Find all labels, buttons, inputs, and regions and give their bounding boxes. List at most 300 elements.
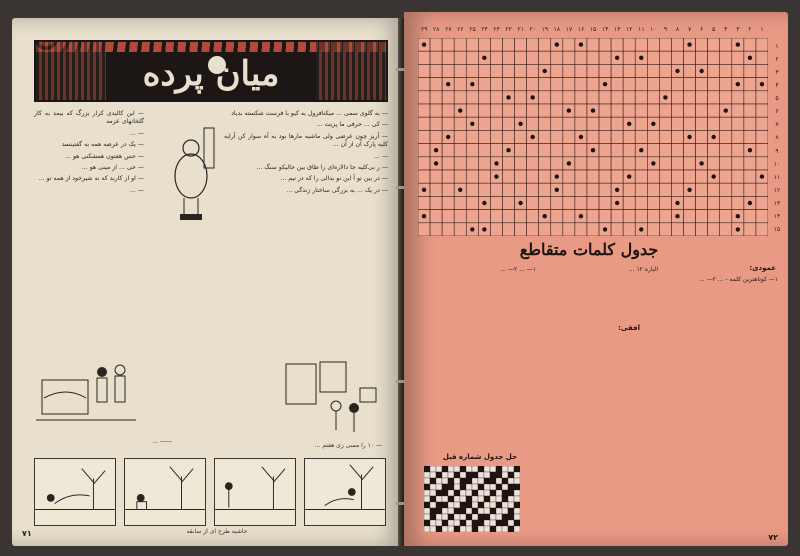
crossword-cell[interactable]	[647, 170, 659, 183]
crossword-cell[interactable]	[671, 104, 683, 117]
crossword-cell[interactable]	[720, 210, 732, 223]
crossword-cell[interactable]	[539, 196, 551, 209]
crossword-cell[interactable]	[611, 64, 623, 77]
crossword-cell[interactable]	[515, 144, 527, 157]
crossword-cell[interactable]	[454, 117, 466, 130]
crossword-cell[interactable]	[575, 157, 587, 170]
crossword-cell[interactable]	[635, 38, 647, 51]
crossword-cell[interactable]	[430, 210, 442, 223]
crossword-cell[interactable]	[502, 117, 514, 130]
crossword-cell[interactable]	[587, 183, 599, 196]
crossword-cell[interactable]	[418, 78, 430, 91]
crossword-cell[interactable]	[430, 130, 442, 143]
crossword-cell[interactable]	[527, 157, 539, 170]
crossword-cell[interactable]	[623, 38, 635, 51]
crossword-cell[interactable]	[623, 130, 635, 143]
crossword-cell[interactable]	[575, 91, 587, 104]
crossword-cell[interactable]	[671, 183, 683, 196]
crossword-cell[interactable]	[575, 78, 587, 91]
crossword-cell[interactable]	[599, 38, 611, 51]
crossword-cell[interactable]	[756, 117, 768, 130]
crossword-cell[interactable]	[539, 38, 551, 51]
crossword-cell[interactable]	[732, 104, 744, 117]
crossword-cell[interactable]	[696, 210, 708, 223]
crossword-cell[interactable]	[430, 91, 442, 104]
crossword-cell[interactable]	[442, 183, 454, 196]
crossword-cell[interactable]	[563, 51, 575, 64]
crossword-cell[interactable]	[575, 64, 587, 77]
crossword-cell[interactable]	[454, 170, 466, 183]
crossword-cell[interactable]	[647, 210, 659, 223]
crossword-cell[interactable]	[744, 183, 756, 196]
crossword-cell[interactable]	[756, 130, 768, 143]
crossword-cell[interactable]	[502, 210, 514, 223]
crossword-cell[interactable]	[732, 144, 744, 157]
crossword-cell[interactable]	[454, 51, 466, 64]
crossword-cell[interactable]	[478, 144, 490, 157]
crossword-cell[interactable]	[720, 117, 732, 130]
crossword-cell[interactable]	[430, 38, 442, 51]
crossword-cell[interactable]	[430, 117, 442, 130]
crossword-cell[interactable]	[490, 91, 502, 104]
crossword-cell[interactable]	[744, 117, 756, 130]
crossword-cell[interactable]	[671, 117, 683, 130]
crossword-cell[interactable]	[563, 183, 575, 196]
crossword-cell[interactable]	[684, 104, 696, 117]
crossword-cell[interactable]	[599, 210, 611, 223]
crossword-cell[interactable]	[659, 64, 671, 77]
crossword-cell[interactable]	[611, 91, 623, 104]
crossword-cell[interactable]	[418, 196, 430, 209]
crossword-cell[interactable]	[756, 157, 768, 170]
crossword-cell[interactable]	[478, 210, 490, 223]
crossword-cell[interactable]	[539, 183, 551, 196]
crossword-cell[interactable]	[466, 51, 478, 64]
crossword-cell[interactable]	[684, 196, 696, 209]
crossword-cell[interactable]	[551, 51, 563, 64]
crossword-cell[interactable]	[575, 104, 587, 117]
crossword-cell[interactable]	[635, 91, 647, 104]
crossword-cell[interactable]	[732, 91, 744, 104]
crossword-cell[interactable]	[563, 38, 575, 51]
crossword-cell[interactable]	[623, 157, 635, 170]
crossword-cell[interactable]	[708, 196, 720, 209]
crossword-cell[interactable]	[430, 170, 442, 183]
crossword-cell[interactable]	[659, 170, 671, 183]
crossword-cell[interactable]	[647, 78, 659, 91]
crossword-cell[interactable]	[623, 223, 635, 236]
crossword-cell[interactable]	[490, 183, 502, 196]
crossword-cell[interactable]	[587, 196, 599, 209]
crossword-cell[interactable]	[551, 78, 563, 91]
crossword-cell[interactable]	[696, 117, 708, 130]
crossword-cell[interactable]	[671, 157, 683, 170]
crossword-cell[interactable]	[756, 210, 768, 223]
crossword-cell[interactable]	[527, 183, 539, 196]
crossword-cell[interactable]	[599, 144, 611, 157]
crossword-cell[interactable]	[659, 223, 671, 236]
crossword-cell[interactable]	[720, 183, 732, 196]
crossword-cell[interactable]	[684, 170, 696, 183]
crossword-cell[interactable]	[647, 144, 659, 157]
crossword-cell[interactable]	[756, 64, 768, 77]
crossword-cell[interactable]	[587, 117, 599, 130]
crossword-cell[interactable]	[539, 130, 551, 143]
crossword-cell[interactable]	[623, 196, 635, 209]
crossword-cell[interactable]	[442, 51, 454, 64]
crossword-cell[interactable]	[466, 64, 478, 77]
crossword-cell[interactable]	[478, 157, 490, 170]
crossword-cell[interactable]	[490, 144, 502, 157]
crossword-cell[interactable]	[756, 104, 768, 117]
crossword-cell[interactable]	[502, 51, 514, 64]
crossword-cell[interactable]	[744, 210, 756, 223]
crossword-cell[interactable]	[587, 170, 599, 183]
crossword-cell[interactable]	[659, 78, 671, 91]
crossword-cell[interactable]	[502, 196, 514, 209]
crossword-cell[interactable]	[442, 157, 454, 170]
crossword-cell[interactable]	[430, 183, 442, 196]
crossword-cell[interactable]	[732, 183, 744, 196]
crossword-cell[interactable]	[515, 104, 527, 117]
crossword-cell[interactable]	[647, 38, 659, 51]
crossword-cell[interactable]	[587, 91, 599, 104]
crossword-cell[interactable]	[478, 117, 490, 130]
crossword-cell[interactable]	[611, 210, 623, 223]
crossword-cell[interactable]	[418, 51, 430, 64]
crossword-cell[interactable]	[635, 104, 647, 117]
crossword-cell[interactable]	[720, 144, 732, 157]
crossword-cell[interactable]	[563, 144, 575, 157]
crossword-cell[interactable]	[744, 104, 756, 117]
crossword-cell[interactable]	[454, 210, 466, 223]
crossword-cell[interactable]	[647, 91, 659, 104]
crossword-cell[interactable]	[732, 170, 744, 183]
crossword-cell[interactable]	[659, 130, 671, 143]
crossword-cell[interactable]	[599, 117, 611, 130]
crossword-cell[interactable]	[684, 210, 696, 223]
crossword-cell[interactable]	[490, 78, 502, 91]
crossword-cell[interactable]	[720, 51, 732, 64]
crossword-cell[interactable]	[659, 51, 671, 64]
crossword-cell[interactable]	[684, 157, 696, 170]
crossword-cell[interactable]	[623, 104, 635, 117]
crossword-cell[interactable]	[527, 78, 539, 91]
crossword-cell[interactable]	[647, 51, 659, 64]
crossword-cell[interactable]	[756, 91, 768, 104]
crossword-cell[interactable]	[563, 196, 575, 209]
crossword-cell[interactable]	[575, 223, 587, 236]
crossword-cell[interactable]	[732, 130, 744, 143]
crossword-cell[interactable]	[623, 91, 635, 104]
crossword-cell[interactable]	[418, 170, 430, 183]
crossword-cell[interactable]	[720, 157, 732, 170]
crossword-cell[interactable]	[418, 144, 430, 157]
crossword-cell[interactable]	[708, 64, 720, 77]
crossword-cell[interactable]	[502, 38, 514, 51]
crossword-cell[interactable]	[539, 78, 551, 91]
crossword-cell[interactable]	[647, 223, 659, 236]
crossword-cell[interactable]	[539, 91, 551, 104]
crossword-cell[interactable]	[539, 117, 551, 130]
crossword-cell[interactable]	[623, 64, 635, 77]
crossword-cell[interactable]	[744, 38, 756, 51]
crossword-cell[interactable]	[527, 64, 539, 77]
crossword-cell[interactable]	[539, 157, 551, 170]
crossword-cell[interactable]	[708, 51, 720, 64]
crossword-cell[interactable]	[527, 104, 539, 117]
crossword-cell[interactable]	[466, 157, 478, 170]
crossword-cell[interactable]	[442, 196, 454, 209]
crossword-cell[interactable]	[671, 51, 683, 64]
crossword-cell[interactable]	[684, 144, 696, 157]
crossword-cell[interactable]	[696, 144, 708, 157]
crossword-cell[interactable]	[611, 38, 623, 51]
crossword-cell[interactable]	[515, 183, 527, 196]
crossword-cell[interactable]	[599, 170, 611, 183]
crossword-cell[interactable]	[563, 170, 575, 183]
crossword-cell[interactable]	[647, 104, 659, 117]
crossword-cell[interactable]	[563, 210, 575, 223]
crossword-cell[interactable]	[442, 64, 454, 77]
crossword-cell[interactable]	[647, 183, 659, 196]
crossword-cell[interactable]	[587, 78, 599, 91]
crossword-cell[interactable]	[515, 51, 527, 64]
crossword-cell[interactable]	[720, 91, 732, 104]
crossword-cell[interactable]	[587, 51, 599, 64]
crossword-cell[interactable]	[720, 223, 732, 236]
crossword-cell[interactable]	[575, 170, 587, 183]
crossword-cell[interactable]	[708, 38, 720, 51]
crossword-cell[interactable]	[708, 91, 720, 104]
crossword-cell[interactable]	[502, 223, 514, 236]
crossword-cell[interactable]	[454, 223, 466, 236]
crossword-cell[interactable]	[490, 104, 502, 117]
crossword-cell[interactable]	[551, 91, 563, 104]
crossword-cell[interactable]	[744, 130, 756, 143]
crossword-cell[interactable]	[756, 196, 768, 209]
crossword-cell[interactable]	[515, 170, 527, 183]
crossword-cell[interactable]	[430, 104, 442, 117]
crossword-cell[interactable]	[708, 78, 720, 91]
crossword-cell[interactable]	[575, 117, 587, 130]
crossword-cell[interactable]	[708, 223, 720, 236]
crossword-cell[interactable]	[696, 183, 708, 196]
crossword-cell[interactable]	[539, 144, 551, 157]
crossword-cell[interactable]	[696, 130, 708, 143]
crossword-cell[interactable]	[587, 38, 599, 51]
crossword-cell[interactable]	[708, 144, 720, 157]
crossword-cell[interactable]	[732, 64, 744, 77]
crossword-cell[interactable]	[551, 104, 563, 117]
crossword-cell[interactable]	[551, 210, 563, 223]
crossword-cell[interactable]	[454, 91, 466, 104]
crossword-cell[interactable]	[623, 51, 635, 64]
crossword-cell[interactable]	[696, 223, 708, 236]
crossword-cell[interactable]	[587, 64, 599, 77]
crossword-cell[interactable]	[563, 117, 575, 130]
crossword-cell[interactable]	[575, 51, 587, 64]
crossword-cell[interactable]	[551, 64, 563, 77]
crossword-cell[interactable]	[515, 223, 527, 236]
crossword-cell[interactable]	[478, 38, 490, 51]
crossword-cell[interactable]	[478, 183, 490, 196]
crossword-cell[interactable]	[418, 64, 430, 77]
crossword-cell[interactable]	[756, 183, 768, 196]
crossword-cell[interactable]	[515, 38, 527, 51]
crossword-cell[interactable]	[430, 78, 442, 91]
crossword-cell[interactable]	[696, 38, 708, 51]
crossword-cell[interactable]	[659, 183, 671, 196]
crossword-cell[interactable]	[551, 117, 563, 130]
crossword-cell[interactable]	[551, 196, 563, 209]
crossword-cell[interactable]	[635, 130, 647, 143]
crossword-cell[interactable]	[490, 38, 502, 51]
crossword-cell[interactable]	[442, 170, 454, 183]
crossword-grid[interactable]	[418, 38, 768, 236]
crossword-cell[interactable]	[720, 38, 732, 51]
crossword-cell[interactable]	[527, 210, 539, 223]
crossword-cell[interactable]	[599, 104, 611, 117]
crossword-cell[interactable]	[587, 157, 599, 170]
crossword-cell[interactable]	[478, 91, 490, 104]
crossword-cell[interactable]	[635, 210, 647, 223]
crossword-cell[interactable]	[587, 223, 599, 236]
crossword-cell[interactable]	[659, 196, 671, 209]
crossword-cell[interactable]	[611, 157, 623, 170]
crossword-cell[interactable]	[708, 104, 720, 117]
crossword-cell[interactable]	[539, 104, 551, 117]
crossword-cell[interactable]	[659, 144, 671, 157]
crossword-cell[interactable]	[442, 144, 454, 157]
crossword-cell[interactable]	[635, 157, 647, 170]
crossword-cell[interactable]	[418, 117, 430, 130]
crossword-cell[interactable]	[515, 130, 527, 143]
crossword-cell[interactable]	[502, 130, 514, 143]
crossword-cell[interactable]	[502, 170, 514, 183]
crossword-cell[interactable]	[708, 210, 720, 223]
crossword-cell[interactable]	[732, 157, 744, 170]
crossword-cell[interactable]	[490, 210, 502, 223]
crossword-cell[interactable]	[551, 144, 563, 157]
crossword-cell[interactable]	[611, 104, 623, 117]
crossword-cell[interactable]	[599, 130, 611, 143]
crossword-cell[interactable]	[635, 64, 647, 77]
crossword-cell[interactable]	[551, 223, 563, 236]
crossword-cell[interactable]	[635, 78, 647, 91]
crossword-cell[interactable]	[659, 38, 671, 51]
crossword-cell[interactable]	[466, 130, 478, 143]
crossword-cell[interactable]	[539, 170, 551, 183]
crossword-cell[interactable]	[671, 130, 683, 143]
crossword-cell[interactable]	[720, 196, 732, 209]
crossword-cell[interactable]	[478, 64, 490, 77]
crossword-cell[interactable]	[611, 170, 623, 183]
crossword-cell[interactable]	[478, 104, 490, 117]
crossword-cell[interactable]	[442, 104, 454, 117]
crossword-cell[interactable]	[623, 144, 635, 157]
crossword-cell[interactable]	[696, 170, 708, 183]
crossword-cell[interactable]	[502, 183, 514, 196]
crossword-cell[interactable]	[671, 38, 683, 51]
crossword-cell[interactable]	[454, 38, 466, 51]
crossword-cell[interactable]	[744, 91, 756, 104]
crossword-cell[interactable]	[756, 144, 768, 157]
crossword-cell[interactable]	[466, 210, 478, 223]
crossword-cell[interactable]	[442, 210, 454, 223]
crossword-cell[interactable]	[599, 157, 611, 170]
crossword-cell[interactable]	[502, 157, 514, 170]
crossword-cell[interactable]	[490, 130, 502, 143]
crossword-cell[interactable]	[611, 78, 623, 91]
crossword-cell[interactable]	[671, 223, 683, 236]
crossword-cell[interactable]	[527, 170, 539, 183]
crossword-cell[interactable]	[490, 196, 502, 209]
crossword-cell[interactable]	[466, 183, 478, 196]
crossword-cell[interactable]	[442, 117, 454, 130]
crossword-cell[interactable]	[623, 210, 635, 223]
crossword-cell[interactable]	[515, 157, 527, 170]
crossword-cell[interactable]	[527, 223, 539, 236]
crossword-cell[interactable]	[696, 51, 708, 64]
crossword-cell[interactable]	[527, 144, 539, 157]
crossword-cell[interactable]	[611, 144, 623, 157]
crossword-cell[interactable]	[454, 144, 466, 157]
crossword-cell[interactable]	[515, 210, 527, 223]
crossword-cell[interactable]	[720, 78, 732, 91]
crossword-cell[interactable]	[744, 157, 756, 170]
crossword-cell[interactable]	[502, 64, 514, 77]
crossword-cell[interactable]	[611, 130, 623, 143]
crossword-cell[interactable]	[563, 78, 575, 91]
crossword-cell[interactable]	[635, 170, 647, 183]
crossword-cell[interactable]	[671, 78, 683, 91]
crossword-cell[interactable]	[563, 91, 575, 104]
crossword-cell[interactable]	[659, 117, 671, 130]
crossword-cell[interactable]	[575, 183, 587, 196]
crossword-cell[interactable]	[635, 196, 647, 209]
crossword-cell[interactable]	[647, 130, 659, 143]
crossword-cell[interactable]	[696, 91, 708, 104]
crossword-cell[interactable]	[454, 157, 466, 170]
crossword-cell[interactable]	[696, 196, 708, 209]
crossword-cell[interactable]	[502, 104, 514, 117]
crossword-cell[interactable]	[635, 183, 647, 196]
crossword-cell[interactable]	[466, 170, 478, 183]
crossword-cell[interactable]	[708, 183, 720, 196]
crossword-cell[interactable]	[490, 51, 502, 64]
crossword-cell[interactable]	[720, 64, 732, 77]
crossword-cell[interactable]	[623, 183, 635, 196]
crossword-cell[interactable]	[575, 196, 587, 209]
crossword-cell[interactable]	[696, 78, 708, 91]
crossword-cell[interactable]	[599, 196, 611, 209]
crossword-cell[interactable]	[466, 144, 478, 157]
crossword-cell[interactable]	[708, 157, 720, 170]
crossword-cell[interactable]	[442, 38, 454, 51]
crossword-cell[interactable]	[671, 91, 683, 104]
crossword-cell[interactable]	[659, 157, 671, 170]
crossword-cell[interactable]	[515, 78, 527, 91]
crossword-cell[interactable]	[587, 210, 599, 223]
crossword-cell[interactable]	[430, 51, 442, 64]
crossword-cell[interactable]	[539, 223, 551, 236]
crossword-cell[interactable]	[756, 38, 768, 51]
crossword-cell[interactable]	[732, 196, 744, 209]
crossword-cell[interactable]	[684, 51, 696, 64]
crossword-cell[interactable]	[527, 117, 539, 130]
crossword-cell[interactable]	[684, 117, 696, 130]
